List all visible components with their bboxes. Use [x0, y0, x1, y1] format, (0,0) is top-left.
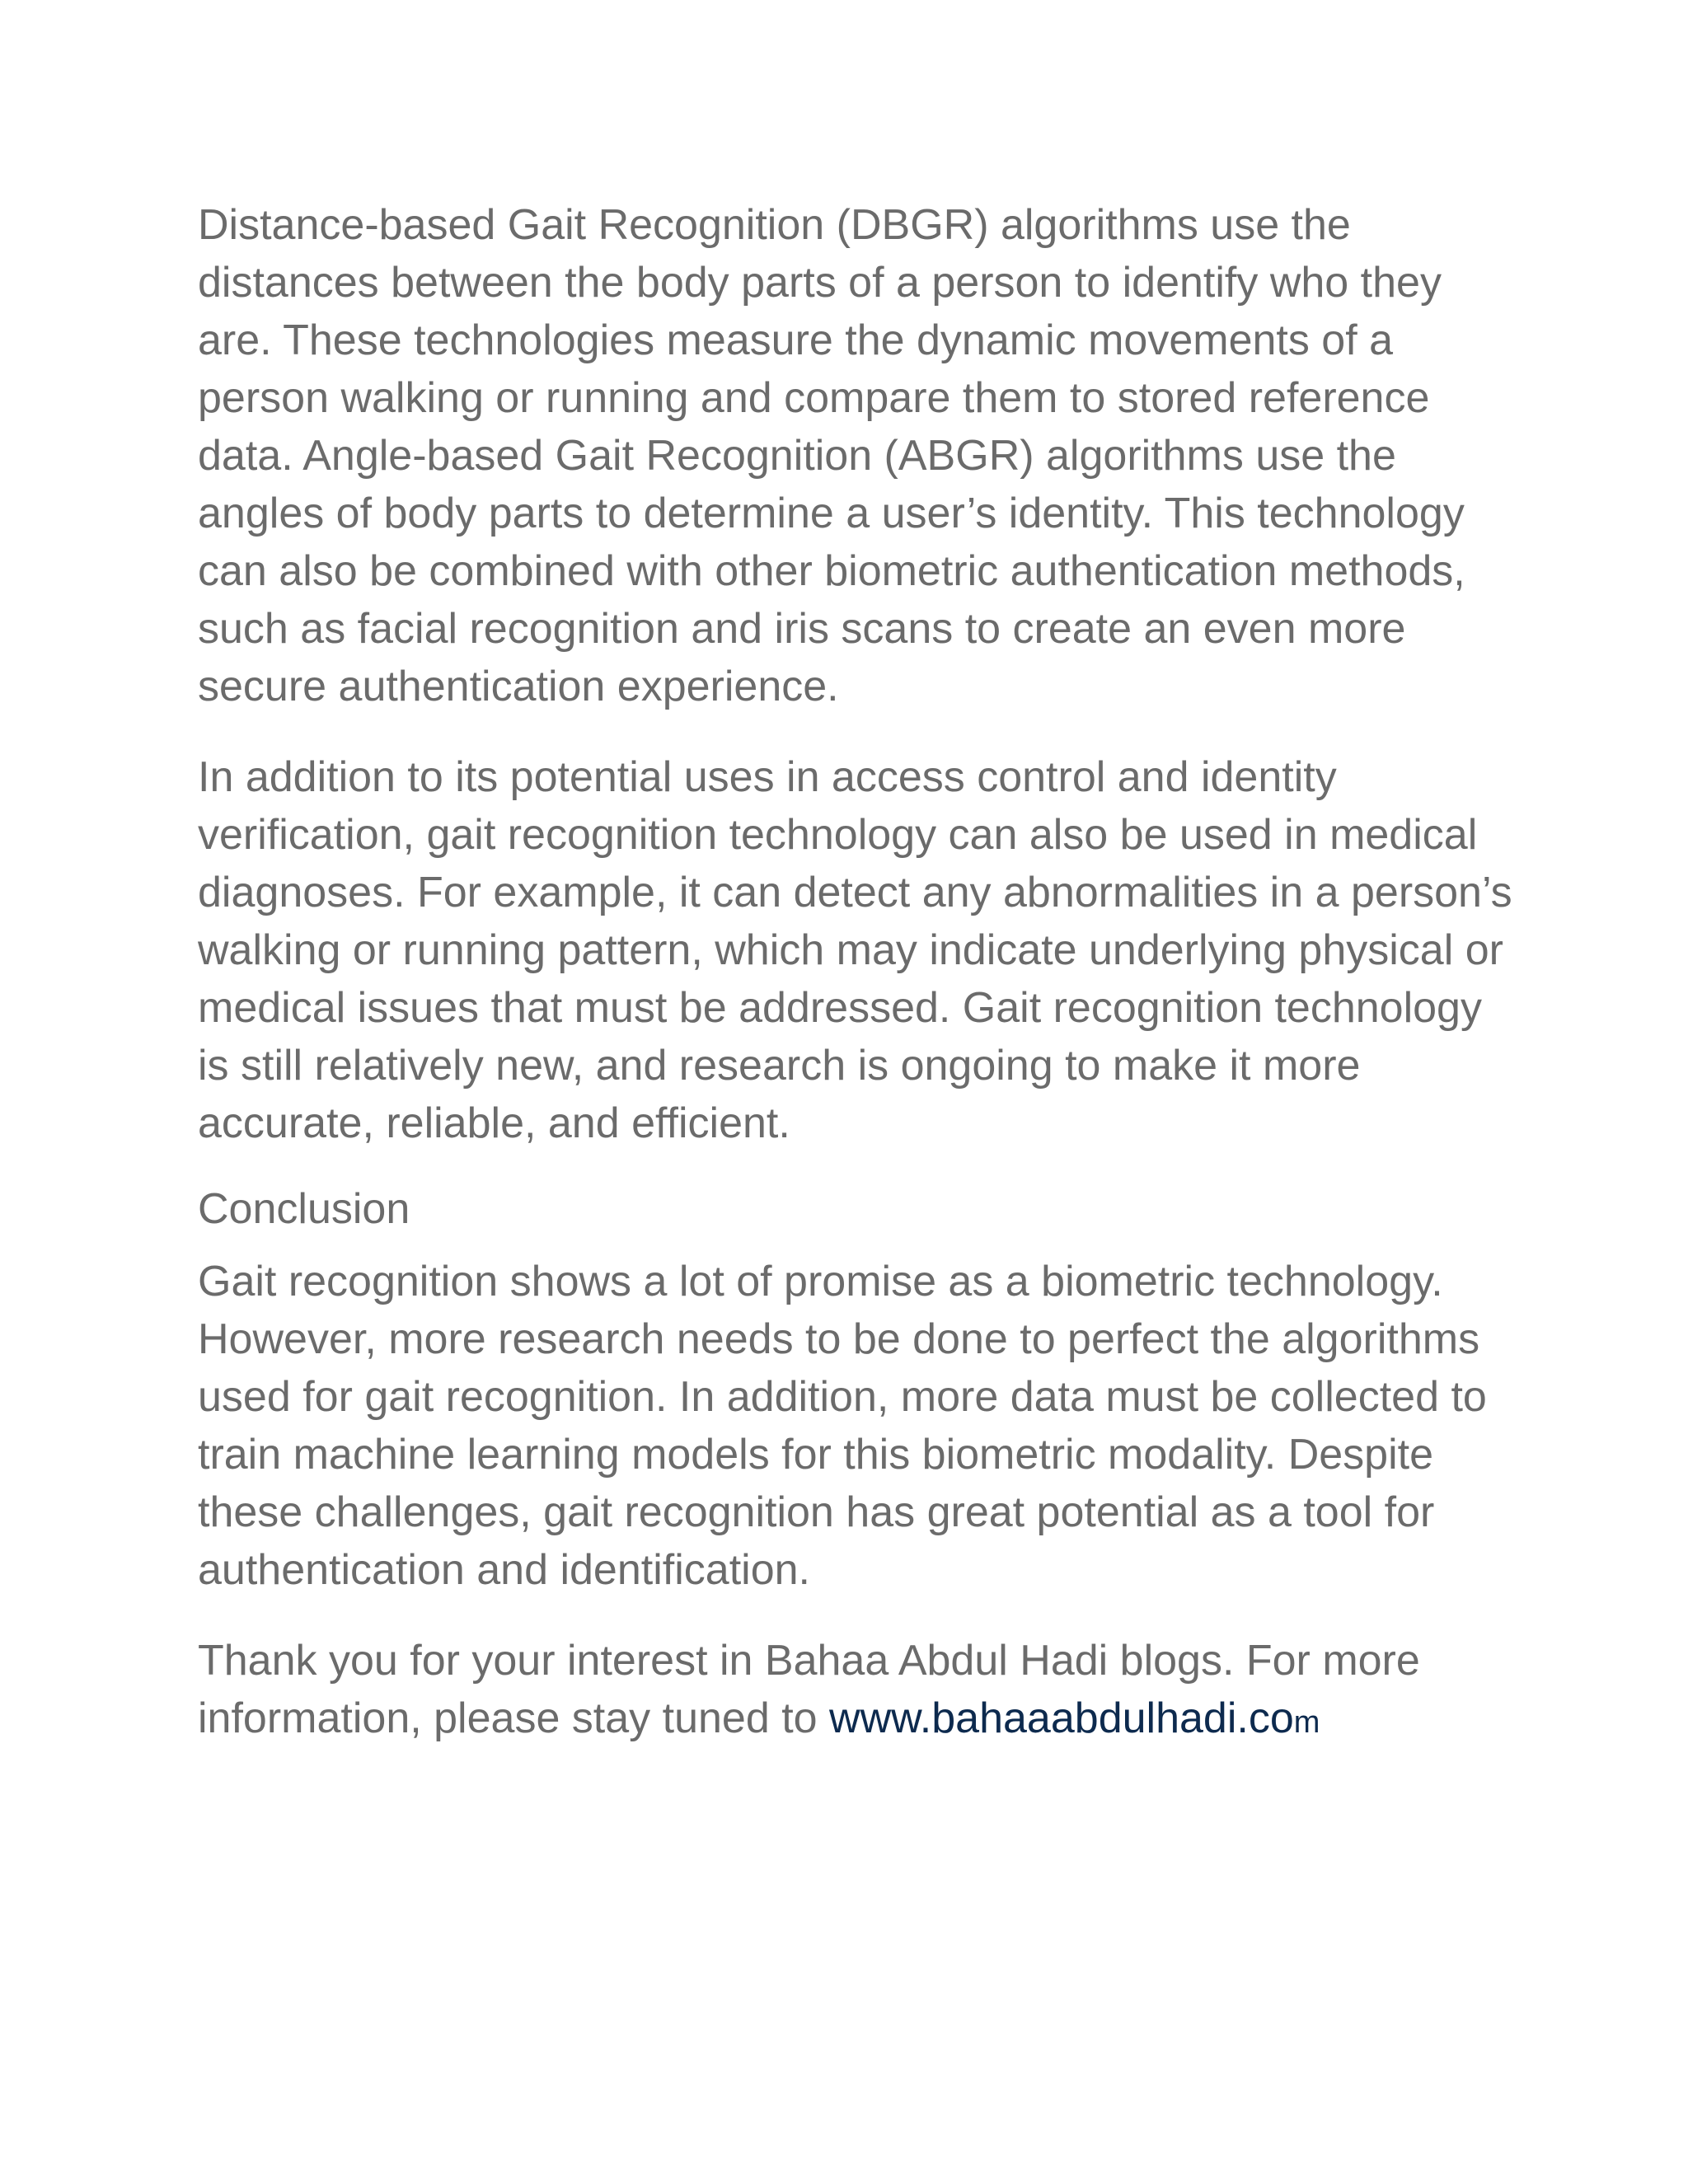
spacer: [198, 715, 1517, 748]
conclusion-heading: Conclusion: [198, 1185, 410, 1233]
closing-paragraph: [198, 1632, 1517, 1751]
closing-text: Thank you for your interest in Bahaa Abdul Hadi blogs. For more information, please stay tuned to: [198, 1637, 1420, 1742]
paragraph-gait-algorithms: Distance-based Gait Recognition (DBGR) algorithms use the distances between the body parts of a person to identify who they are. These technologies measure the dynamic movements of a person walking or running and compare them to stored reference data. Angle-based Gait Recognition (ABGR) algorithms use the angles of body parts to determine a user’s identity. This technology can also be combined with other biometric authentication methods, such as facial recognition and iris scans to create an even more secure authentication experience.: [198, 201, 1465, 710]
paragraph-conclusion: Gait recognition shows a lot of promise as a biometric technology. However, more research needs to be done to perfect the algorithms used for gait recognition. In addition, more data must be collected to train machine learning models for this biometric modality. Despite these challenges, gait recognition has great potential as a tool for authentication and identification.: [198, 1258, 1487, 1594]
spacer: [198, 1152, 1517, 1180]
spacer: [198, 1599, 1517, 1632]
paragraph-medical-uses: In addition to its potential uses in access control and identity verification, gait recognition technology can also be used in medical diagnoses. For example, it can detect any abnormalities in a person’s walking or running pattern, which may indicate underlying physical or medical issues that must be addressed. Gait recognition technology is still relatively new, and research is ongoing to make it more accurate, reliable, and efficient.: [198, 753, 1512, 1147]
spacer: [198, 1238, 1517, 1253]
website-link-main: www.bahaaabdulhadi.co: [829, 1694, 1294, 1742]
website-link[interactable]: [829, 1694, 1320, 1742]
website-link-tail: m: [1293, 1705, 1320, 1740]
document-page: [198, 196, 1517, 1751]
